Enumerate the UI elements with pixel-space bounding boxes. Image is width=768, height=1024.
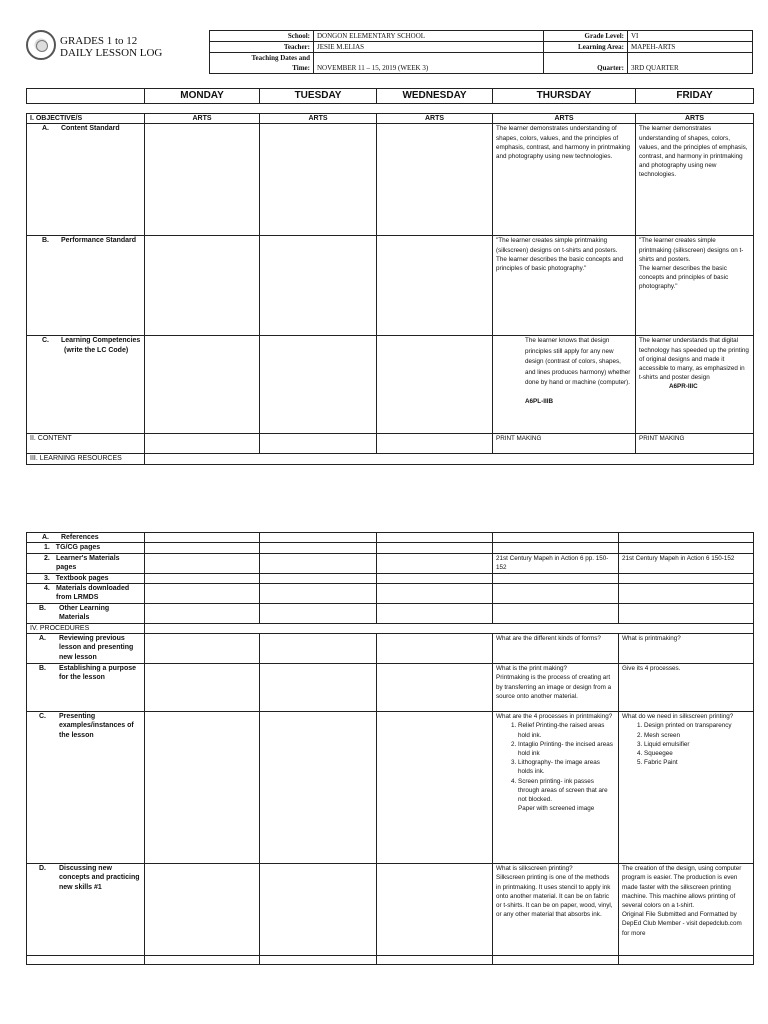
content-row bbox=[27, 434, 754, 454]
row-letter: C. bbox=[39, 713, 46, 721]
row-label: Performance Standard bbox=[60, 237, 137, 245]
objectives-heading: I. OBJECTIVE/S bbox=[27, 114, 145, 124]
list-item: 2. Intaglio Printing- the incised areas hold ink bbox=[518, 740, 615, 758]
row-label: Learning Competencies bbox=[60, 337, 141, 345]
cell-empty bbox=[260, 434, 377, 454]
header-info-table bbox=[209, 30, 753, 74]
cell-empty bbox=[619, 603, 754, 623]
cell-empty bbox=[377, 664, 493, 712]
day-header-blank bbox=[27, 89, 145, 104]
deped-seal-logo bbox=[26, 30, 56, 60]
blank-row bbox=[27, 956, 754, 965]
presenting-examples-thursday bbox=[493, 712, 619, 864]
discussing-concepts-friday: The creation of the design, using computer program is easier. The production is even made faster with the silkscreen printing machine. This machine allows printing of several colors on a t-shirt. Original File Submitted and Formatted by DepEd Club Member - visit depedclub.com for more bbox=[619, 864, 754, 956]
procedures-heading: IV. PROCEDURES bbox=[27, 623, 145, 633]
establishing-purpose-label bbox=[27, 664, 145, 712]
cell-empty bbox=[377, 573, 493, 583]
performance-standard-friday: "The learner creates simple printmaking (silkscreen) designs on t-shirts and posters. The learner describes the basic concepts and principles of basic photography." bbox=[636, 236, 754, 336]
row-label: Presenting examples/instances of the lesson bbox=[59, 713, 134, 739]
reviewing-lesson-thursday: What are the different kinds of forms? bbox=[493, 634, 619, 664]
teaching-dates-label-line2: Time: bbox=[292, 64, 310, 72]
cell-empty bbox=[377, 124, 493, 236]
references-row bbox=[27, 533, 754, 543]
other-materials-row bbox=[27, 603, 754, 623]
cell-empty bbox=[145, 664, 260, 712]
lm-pages-label bbox=[27, 553, 145, 573]
row-label: References bbox=[60, 534, 99, 541]
row-letter: A. bbox=[42, 534, 49, 541]
cell-empty bbox=[377, 543, 493, 553]
cell-empty bbox=[260, 124, 377, 236]
school-label: School: bbox=[210, 31, 314, 42]
day-header-monday: MONDAY bbox=[145, 89, 260, 104]
silkscreen-materials-list bbox=[622, 721, 750, 767]
cell-empty bbox=[260, 864, 377, 956]
cell-empty bbox=[377, 864, 493, 956]
learning-resources-row bbox=[27, 454, 754, 465]
row-label: Learner's Materials pages bbox=[56, 554, 120, 571]
row-letter: D. bbox=[39, 865, 46, 873]
cell-empty bbox=[145, 434, 260, 454]
presenting-examples-friday bbox=[619, 712, 754, 864]
objectives-row bbox=[27, 114, 754, 124]
cell-empty bbox=[145, 336, 260, 434]
list-item: 1. Relief Printing-the raised areas hold ink. bbox=[518, 721, 615, 739]
cell-empty bbox=[145, 543, 260, 553]
day-header-thursday: THURSDAY bbox=[493, 89, 636, 104]
list-intro: What are the 4 processes in printmaking? bbox=[496, 713, 613, 721]
lrmds-row bbox=[27, 583, 754, 603]
cell-empty bbox=[260, 712, 377, 864]
references-label bbox=[27, 533, 145, 543]
row-letter: B. bbox=[42, 237, 49, 245]
reviewing-lesson-friday: What is printmaking? bbox=[619, 634, 754, 664]
tg-pages-label bbox=[27, 543, 145, 553]
presenting-examples-row bbox=[27, 712, 754, 864]
teaching-dates-label-line1: Teaching Dates and bbox=[251, 54, 310, 62]
reviewing-lesson-row bbox=[27, 634, 754, 664]
textbook-pages-label bbox=[27, 573, 145, 583]
cell-empty bbox=[377, 712, 493, 864]
cell-empty bbox=[260, 573, 377, 583]
content-heading: II. CONTENT bbox=[27, 434, 145, 454]
cell-empty bbox=[377, 336, 493, 434]
cell-empty bbox=[27, 956, 145, 965]
learning-area-label: Learning Area: bbox=[544, 42, 628, 53]
establishing-purpose-thursday: What is the print making? Printmaking is the process of creating art by transferring an image or design from a source onto another material. bbox=[493, 664, 619, 712]
lesson-log-table-page1 bbox=[26, 88, 754, 104]
subject-wednesday: ARTS bbox=[377, 114, 493, 124]
row-letter: C. bbox=[42, 337, 49, 345]
lm-pages-friday: 21st Century Mapeh in Action 6 150-152 bbox=[619, 553, 754, 573]
reviewing-lesson-label bbox=[27, 634, 145, 664]
content-thursday: PRINT MAKING bbox=[493, 434, 636, 454]
cell-empty bbox=[377, 434, 493, 454]
row-label: Content Standard bbox=[60, 125, 120, 133]
cell-empty bbox=[145, 533, 260, 543]
cell-empty bbox=[260, 543, 377, 553]
cell-empty bbox=[260, 533, 377, 543]
cell-empty bbox=[145, 603, 260, 623]
cell-empty bbox=[145, 236, 260, 336]
row-label: Other Learning Materials bbox=[59, 604, 110, 622]
row-letter: B. bbox=[39, 665, 46, 673]
list-item: 2. Mesh screen bbox=[644, 731, 750, 740]
cell-empty bbox=[260, 603, 377, 623]
learning-area-value: MAPEH-ARTS bbox=[628, 42, 753, 53]
cell-empty bbox=[145, 583, 260, 603]
grade-level-label: Grade Level: bbox=[544, 31, 628, 42]
objectives-table bbox=[26, 113, 754, 465]
discussing-concepts-label bbox=[27, 864, 145, 956]
list-item: 4. Squeegee bbox=[644, 749, 750, 758]
row-letter: A. bbox=[42, 125, 49, 133]
row-label: Discussing new concepts and practicing new skills #1 bbox=[59, 865, 140, 891]
cell-empty bbox=[493, 956, 619, 965]
subject-tuesday: ARTS bbox=[260, 114, 377, 124]
row-label: Establishing a purpose for the lesson bbox=[59, 665, 137, 682]
teacher-value: JESIE M.ELIAS bbox=[314, 42, 544, 53]
row-letter: A. bbox=[39, 635, 46, 643]
cell-empty bbox=[145, 634, 260, 664]
cell-empty bbox=[493, 533, 619, 543]
list-intro: What do we need in silkscreen printing? bbox=[622, 713, 734, 721]
list-item: 3. Lithography- the image areas holds ink. bbox=[518, 758, 615, 776]
printmaking-processes-list bbox=[496, 721, 615, 804]
learning-competencies-friday bbox=[636, 336, 754, 434]
cell-empty bbox=[493, 543, 619, 553]
cell-empty bbox=[377, 553, 493, 573]
day-header-friday: FRIDAY bbox=[636, 89, 754, 104]
row-label: Textbook pages bbox=[55, 574, 109, 582]
row-sublabel: (write the LC Code) bbox=[64, 346, 129, 354]
day-header-tuesday: TUESDAY bbox=[260, 89, 377, 104]
other-materials-label bbox=[27, 603, 145, 623]
day-header-wednesday: WEDNESDAY bbox=[377, 89, 493, 104]
cell-empty bbox=[377, 634, 493, 664]
lm-pages-thursday: 21st Century Mapeh in Action 6 pp. 150-152 bbox=[493, 553, 619, 573]
cell-empty bbox=[493, 583, 619, 603]
form-title-line2: DAILY LESSON LOG bbox=[60, 47, 163, 59]
row-number: 4. bbox=[44, 584, 50, 592]
discussing-concepts-row bbox=[27, 864, 754, 956]
list-tail: Paper with screened image bbox=[518, 805, 595, 813]
cell-empty bbox=[619, 543, 754, 553]
cell-empty bbox=[619, 573, 754, 583]
cell-empty bbox=[145, 553, 260, 573]
cell-empty bbox=[619, 533, 754, 543]
cell-empty bbox=[145, 623, 754, 633]
presenting-examples-label bbox=[27, 712, 145, 864]
row-number: 3. bbox=[44, 574, 50, 582]
competency-text: The learner knows that design principles still apply for any new design (contrast of colors, shapes, and lines produces harmony) whether done by hand or machine (computer). bbox=[525, 337, 631, 387]
row-letter: B. bbox=[39, 604, 46, 612]
quarter-label: Quarter: bbox=[544, 53, 628, 74]
form-title-line1: GRADES 1 to 12 bbox=[60, 35, 138, 47]
content-standard-label bbox=[27, 124, 145, 236]
teacher-label: Teacher: bbox=[210, 42, 314, 53]
learning-competencies-row bbox=[27, 336, 754, 434]
grade-level-value: VI bbox=[628, 31, 753, 42]
textbook-pages-row bbox=[27, 573, 754, 583]
performance-standard-row bbox=[27, 236, 754, 336]
tg-pages-row bbox=[27, 543, 754, 553]
cell-empty bbox=[493, 603, 619, 623]
cell-empty bbox=[145, 573, 260, 583]
cell-empty bbox=[493, 573, 619, 583]
cell-empty bbox=[377, 583, 493, 603]
cell-empty bbox=[377, 236, 493, 336]
content-friday: PRINT MAKING bbox=[636, 434, 754, 454]
list-item: 5. Fabric Paint bbox=[644, 758, 750, 767]
row-label: Reviewing previous lesson and presenting new lesson bbox=[59, 635, 134, 661]
lrmds-label bbox=[27, 583, 145, 603]
cell-empty bbox=[260, 583, 377, 603]
content-standard-thursday: The learner demonstrates understanding of shapes, colors, values, and the principles of emphasis, contrast, and harmony in printmaking and photography using new technologies. bbox=[493, 124, 636, 236]
cell-empty bbox=[145, 864, 260, 956]
row-number: 2. bbox=[44, 554, 50, 562]
row-label: Materials downloaded from LRMDS bbox=[56, 584, 130, 602]
cell-empty bbox=[619, 583, 754, 603]
performance-standard-label bbox=[27, 236, 145, 336]
lc-code: A6PR-IIIC bbox=[669, 383, 698, 391]
establishing-purpose-friday: Give its 4 processes. bbox=[619, 664, 754, 712]
quarter-value: 3RD QUARTER bbox=[628, 53, 753, 74]
cell-empty bbox=[260, 956, 377, 965]
cell-empty bbox=[260, 664, 377, 712]
cell-empty bbox=[145, 712, 260, 864]
cell-empty bbox=[619, 956, 754, 965]
teaching-dates-value: NOVEMBER 11 – 15, 2019 (WEEK 3) bbox=[314, 53, 544, 74]
cell-empty bbox=[260, 236, 377, 336]
teaching-dates-label bbox=[210, 53, 314, 74]
list-item: 4. Screen printing- ink passes through areas of screen that are not blocked. bbox=[518, 777, 615, 805]
cell-empty bbox=[145, 454, 754, 465]
lc-code: A6PL-IIIB bbox=[525, 397, 553, 405]
form-title bbox=[60, 35, 162, 59]
content-standard-friday: The learner demonstrates understanding of shapes, colors, values, and the principles of emphasis, contrast, and harmony in printmaking and photography using new technologies. bbox=[636, 124, 754, 236]
subject-monday: ARTS bbox=[145, 114, 260, 124]
cell-empty bbox=[260, 634, 377, 664]
cell-empty bbox=[377, 956, 493, 965]
discussing-concepts-thursday: What is silkscreen printing? Silkscreen printing is one of the methods in printmaking. It uses stencil to apply ink onto another material. It can be on fabric or t-shirts. It can be on paper, wood, vinyl, or any other material that absorbs ink. bbox=[493, 864, 619, 956]
row-label: TG/CG pages bbox=[55, 544, 101, 552]
list-item: 1. Design printed on transparency bbox=[644, 721, 750, 730]
list-item: 3. Liquid emulsifier bbox=[644, 740, 750, 749]
learning-competencies-thursday bbox=[493, 336, 636, 434]
competency-text: The learner understands that digital technology has speeded up the printing of original designs and made it accessible to many, as emphasized in t-shirts and poster design bbox=[639, 337, 749, 382]
subject-friday: ARTS bbox=[636, 114, 754, 124]
cell-empty bbox=[145, 124, 260, 236]
procedures-row bbox=[27, 623, 754, 633]
row-number: 1. bbox=[44, 544, 50, 552]
subject-thursday: ARTS bbox=[493, 114, 636, 124]
day-header-row bbox=[27, 89, 754, 104]
establishing-purpose-row bbox=[27, 664, 754, 712]
lesson-log-table-page2 bbox=[26, 532, 754, 965]
learning-competencies-label bbox=[27, 336, 145, 434]
cell-empty bbox=[145, 956, 260, 965]
cell-empty bbox=[377, 533, 493, 543]
cell-empty bbox=[260, 553, 377, 573]
content-standard-row bbox=[27, 124, 754, 236]
learning-resources-heading: III. LEARNING RESOURCES bbox=[27, 454, 145, 465]
cell-empty bbox=[377, 603, 493, 623]
cell-empty bbox=[260, 336, 377, 434]
performance-standard-thursday: "The learner creates simple printmaking (silkscreen) designs on t-shirts and posters. The learner describes the basic concepts and principles of basic photography." bbox=[493, 236, 636, 336]
school-value: DONGON ELEMENTARY SCHOOL bbox=[314, 31, 544, 42]
lm-pages-row bbox=[27, 553, 754, 573]
